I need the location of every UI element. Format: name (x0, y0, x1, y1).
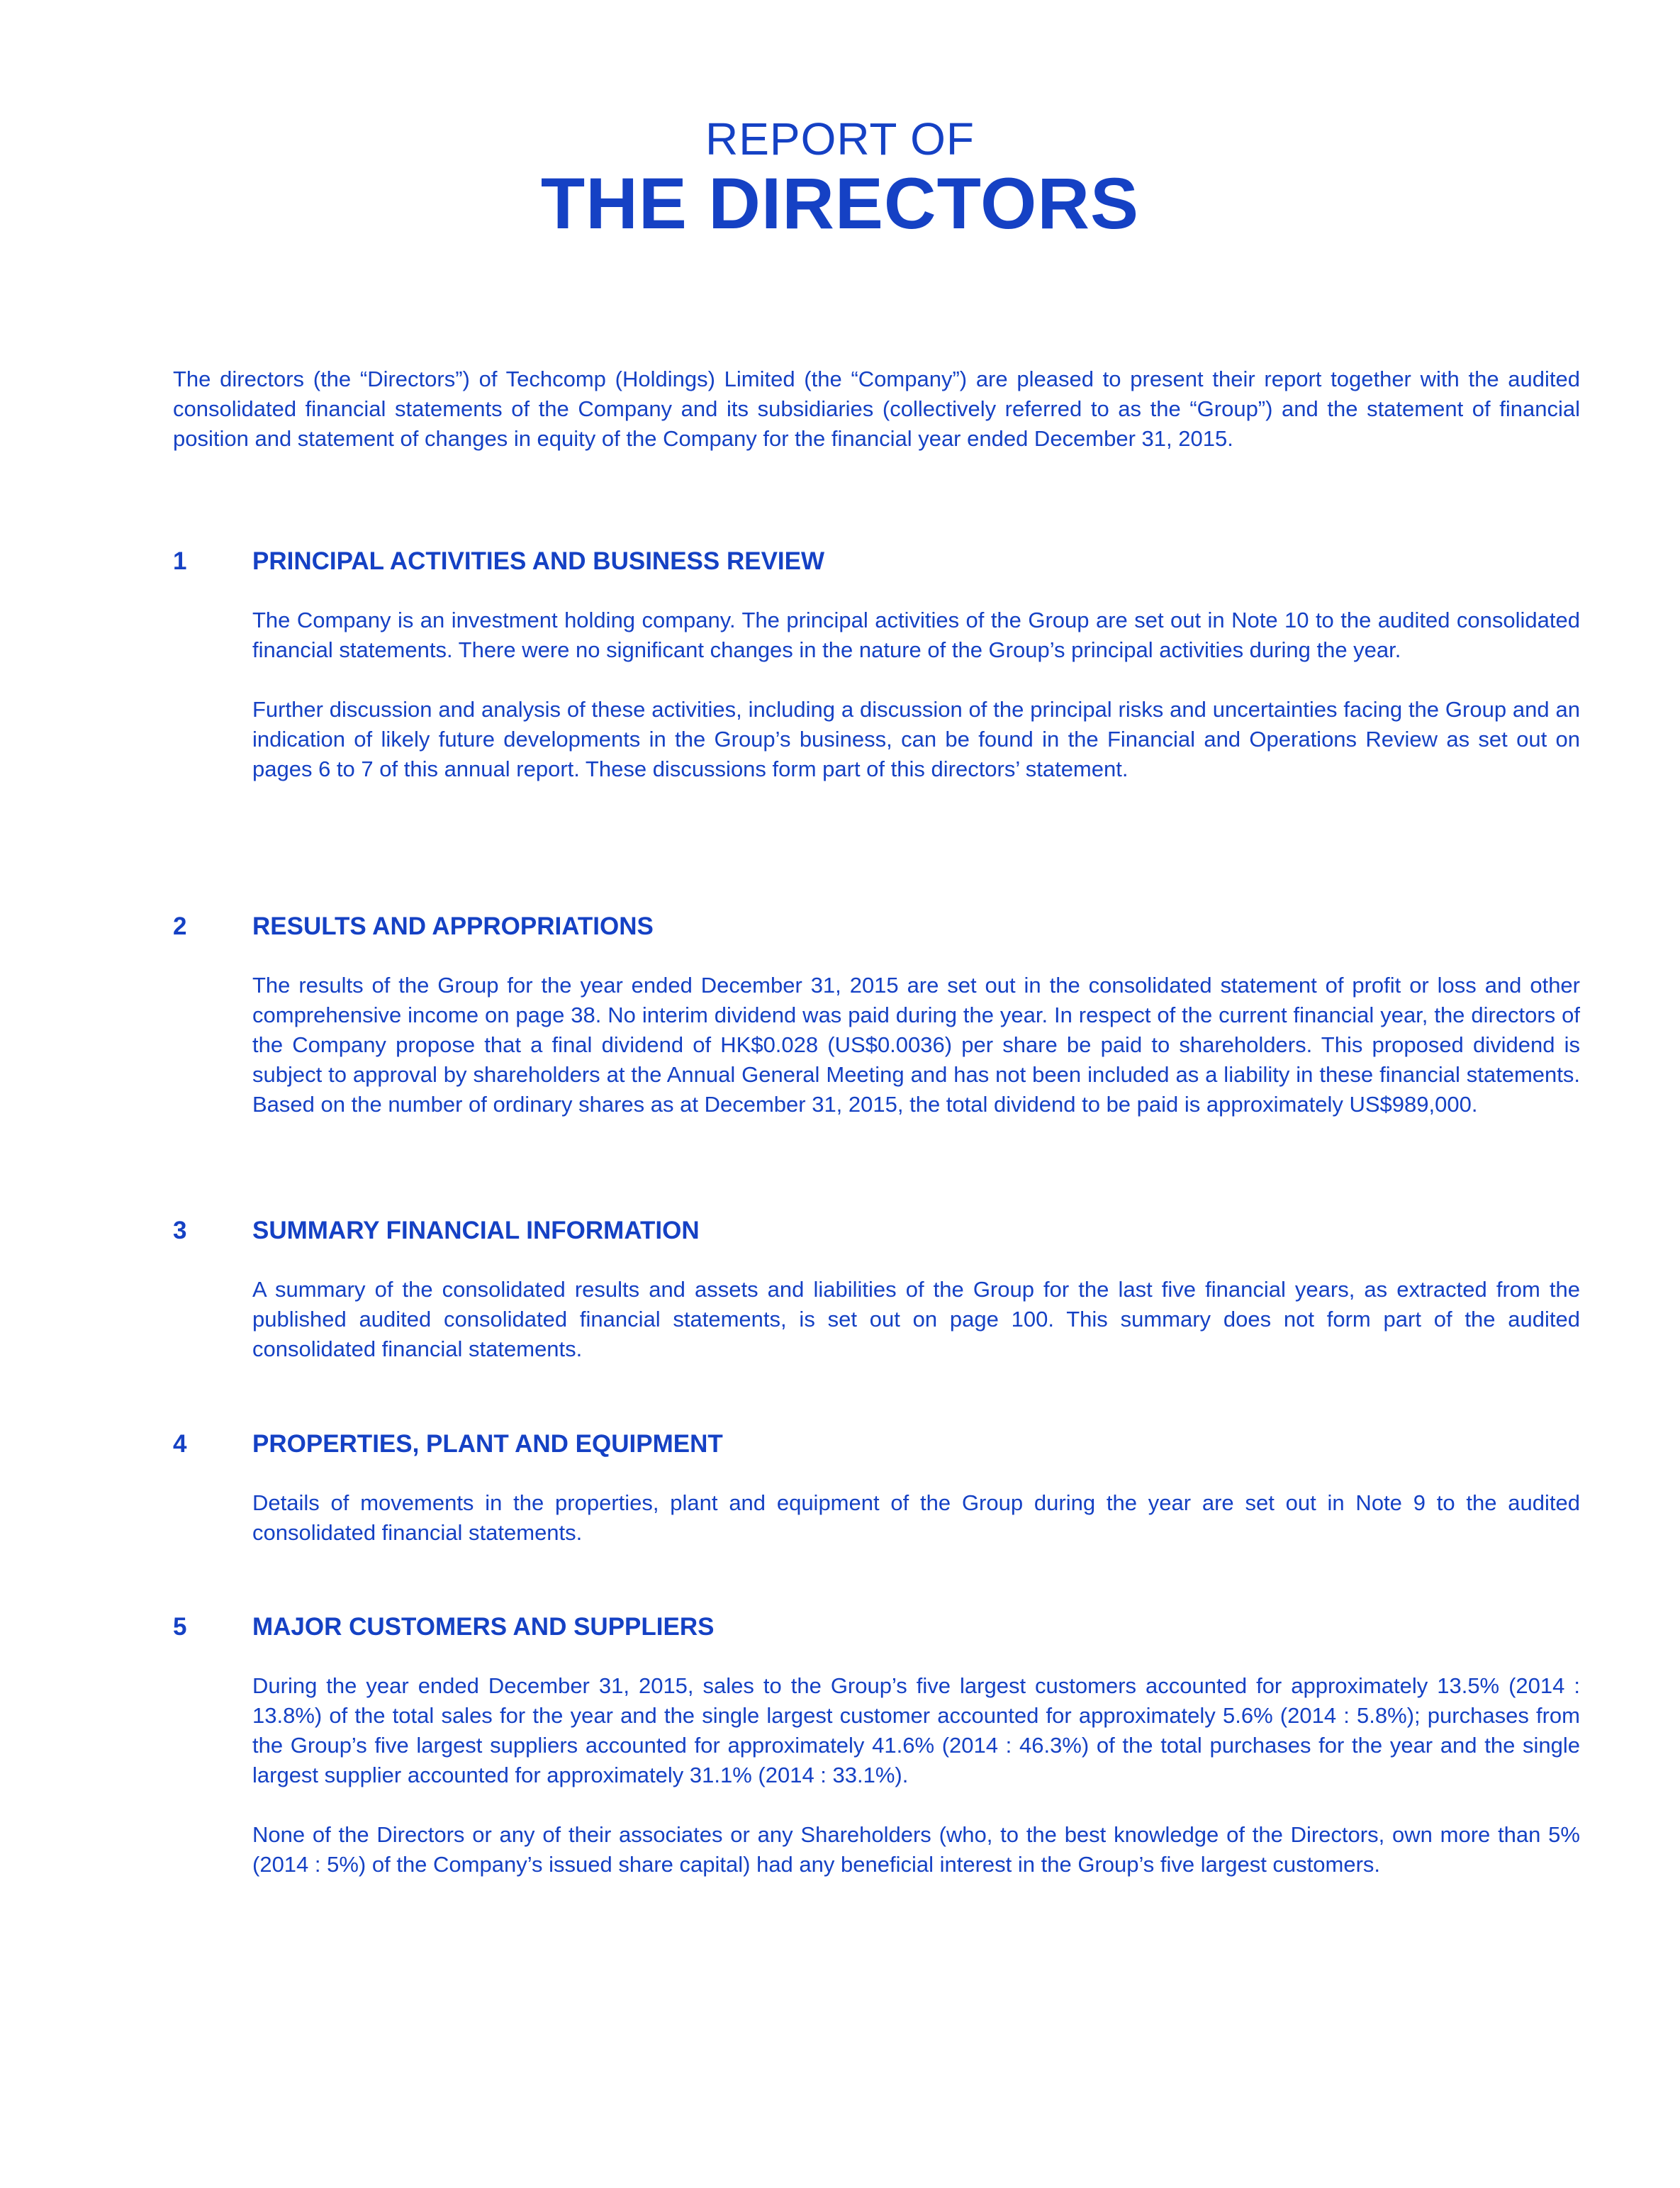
section-major-customers-suppliers (173, 1613, 1580, 1880)
section-number: 4 (173, 1430, 187, 1458)
report-of-heading: REPORT OF (705, 113, 975, 164)
section-title: SUMMARY FINANCIAL INFORMATION (252, 1217, 700, 1244)
section-summary-financial-information (173, 1217, 1580, 1364)
section-paragraph: A summary of the consolidated results and assets and liabilities of the Group for the last five financial years, as extracted from the published audited consolidated financial statements, is set out on page 100. This summary does not form part of the audited consolidated financial statements. (252, 1277, 1580, 1361)
section-number: 5 (173, 1613, 187, 1641)
section-title: PROPERTIES, PLANT AND EQUIPMENT (252, 1430, 723, 1458)
section-properties-plant-equipment (173, 1430, 1580, 1548)
section-paragraph: None of the Directors or any of their associates or any Shareholders (who, to the best knowledge of the Directors, own more than 5% (2014 : 5%) of the Company’s issued share capital) had any beneficial interest in the Group’s five largest customers. (252, 1822, 1580, 1877)
section-number: 3 (173, 1217, 187, 1244)
section-paragraph: The Company is an investment holding company. The principal activities of the Group are set out in Note 10 to the audited consolidated financial statements. There were no significant changes in the nature of the Group’s principal activities during the year. (252, 608, 1580, 662)
page-header (0, 113, 1680, 242)
section-results-appropriations (173, 912, 1580, 1120)
section-paragraph: Further discussion and analysis of these activities, including a discussion of the principal risks and uncertainties facing the Group and an indication of likely future developments in the Group’s business, can be found in the Financial and Operations Review as set out on pages 6 to 7 of this annual report. These discussions form part of this directors’ statement. (252, 697, 1580, 781)
section-paragraph: Details of movements in the properties, plant and equipment of the Group during the year are set out in Note 9 to the audited consolidated financial statements. (252, 1490, 1580, 1545)
section-title: PRINCIPAL ACTIVITIES AND BUSINESS REVIEW (252, 547, 825, 575)
page-title: THE DIRECTORS (540, 163, 1140, 244)
intro-paragraph: The directors (the “Directors”) of Techcomp (Holdings) Limited (the “Company”) are pleased to present their report together with the audited consolidated financial statements of the Company and its subsidiaries (collectively referred to as the “Group”) and the statement of financial position and statement of changes in equity of the Company for the financial year ended December 31, 2015. (173, 367, 1580, 451)
section-paragraph: The results of the Group for the year ended December 31, 2015 are set out in the consolidated statement of profit or loss and other comprehensive income on page 38. No interim dividend was paid during the year. In respect of the current financial year, the directors of the Company propose that a final dividend of HK$0.028 (US$0.0036) per share be paid to shareholders. This proposed dividend is subject to approval by shareholders at the Annual General Meeting and has not been included as a liability in these financial statements. Based on the number of ordinary shares as at December 31, 2015, the total dividend to be paid is approximately US$989,000. (252, 973, 1580, 1117)
section-paragraph: During the year ended December 31, 2015, sales to the Group’s five largest customers accounted for approximately 13.5% (2014 : 13.8%) of the total sales for the year and the single largest customer accounted for approximately 5.6% (2014 : 5.8%); purchases from the Group’s five largest suppliers accounted for approximately 41.6% (2014 : 46.3%) of the total purchases for the year and the single largest supplier accounted for approximately 31.1% (2014 : 33.1%). (252, 1673, 1580, 1787)
section-title: MAJOR CUSTOMERS AND SUPPLIERS (252, 1613, 715, 1641)
section-number: 1 (173, 547, 187, 575)
section-number: 2 (173, 912, 187, 940)
section-title: RESULTS AND APPROPRIATIONS (252, 912, 654, 940)
section-principal-activities (173, 547, 1580, 784)
